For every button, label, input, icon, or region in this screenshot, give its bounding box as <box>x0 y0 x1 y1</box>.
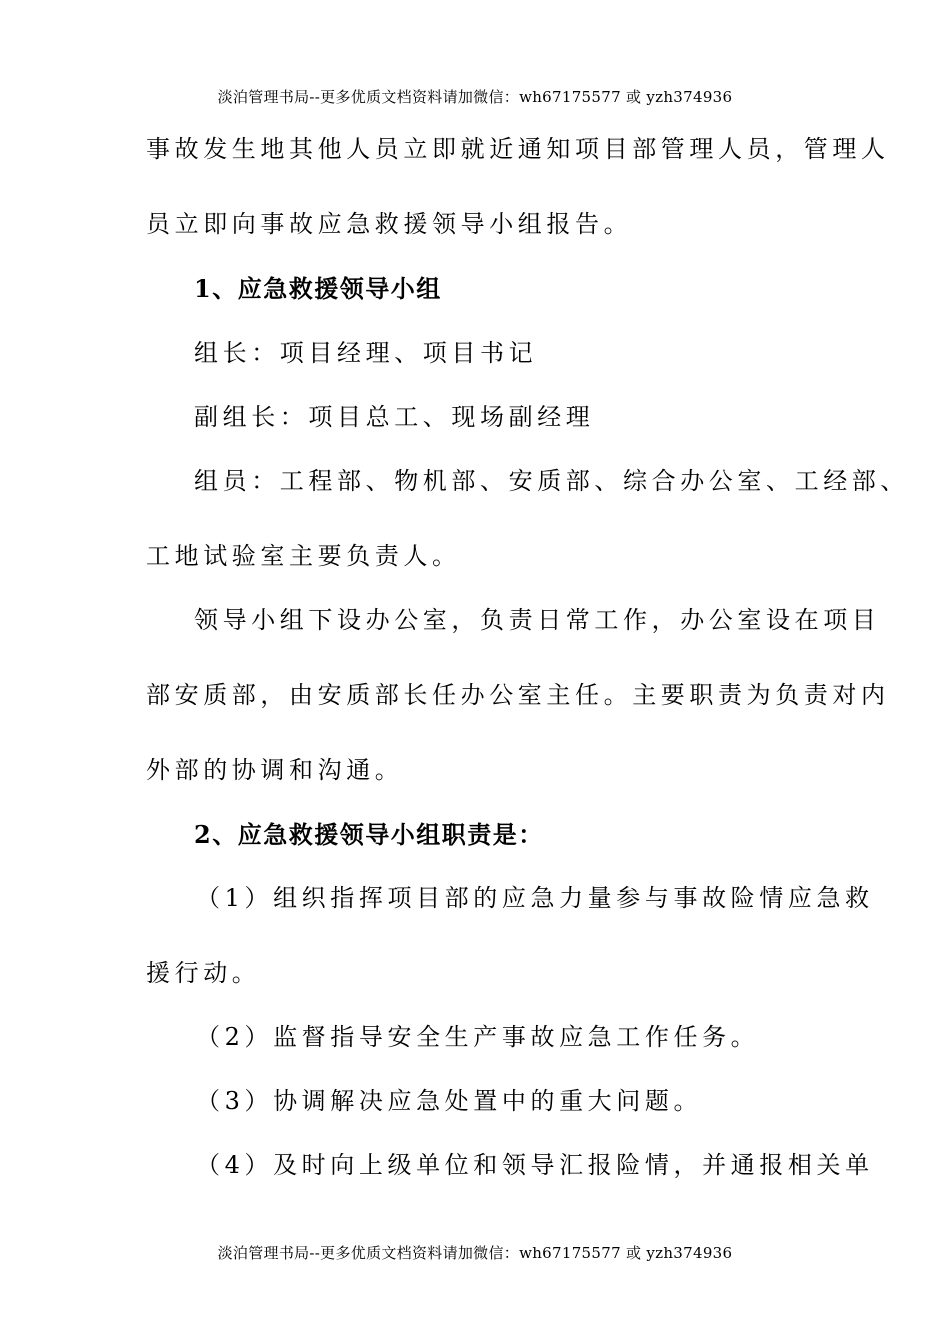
body-line: 组长：项目经理、项目书记 <box>194 339 538 367</box>
body-line: 部安质部，由安质部长任办公室主任。主要职责为负责对内 <box>146 681 890 709</box>
body-line: 副组长：项目总工、现场副经理 <box>194 403 595 431</box>
body-line: 外部的协调和沟通。 <box>146 756 404 784</box>
body-line: 援行动。 <box>146 959 261 987</box>
body-line: 组员：工程部、物机部、安质部、综合办公室、工经部、 <box>194 467 909 495</box>
body-line: 员立即向事故应急救援领导小组报告。 <box>146 210 633 238</box>
page-footer: 淡泊管理书局--更多优质文档资料请加微信：wh67175577 或 yzh374936 <box>217 1244 733 1262</box>
body-line: 工地试验室主要负责人。 <box>146 542 461 570</box>
list-item: （1）组织指挥项目部的应急力量参与事故险情应急救 <box>196 884 874 912</box>
list-item: （2）监督指导安全生产事故应急工作任务。 <box>196 1023 760 1051</box>
list-item: （4）及时向上级单位和领导汇报险情，并通报相关单 <box>196 1151 874 1179</box>
page-header: 淡泊管理书局--更多优质文档资料请加微信：wh67175577 或 yzh374936 <box>217 88 733 106</box>
section-heading-1: 1、应急救援领导小组 <box>194 274 442 303</box>
body-line: 事故发生地其他人员立即就近通知项目部管理人员，管理人 <box>146 135 890 163</box>
section-heading-2: 2、应急救援领导小组职责是： <box>194 820 544 849</box>
list-item: （3）协调解决应急处置中的重大问题。 <box>196 1087 703 1115</box>
body-line: 领导小组下设办公室，负责日常工作，办公室设在项目 <box>194 606 881 634</box>
